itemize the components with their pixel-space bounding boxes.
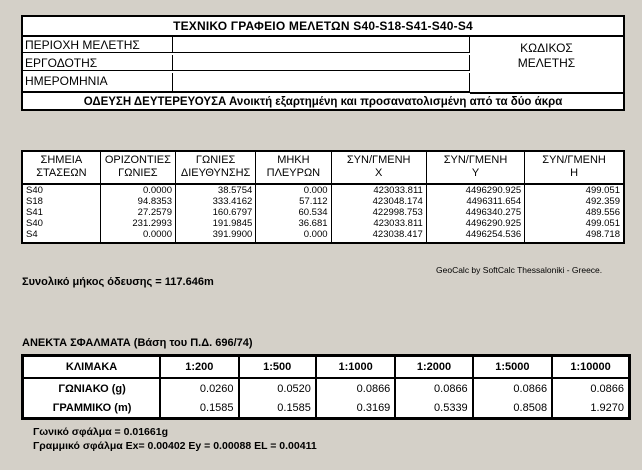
cell-angular-tolerance: 0.0866 [395,378,472,398]
study-code-label-line2: ΜΕΛΕΤΗΣ [517,56,576,70]
cell-linear-tolerance: 0.5339 [395,398,472,419]
cell-station: S40 [22,184,100,196]
cell-coord-h: 489.556 [525,207,624,218]
cell-coord-x: 422998.753 [331,207,426,218]
table-row [22,184,624,196]
office-title: ΤΕΧΝΙΚΟ ΓΡΑΦΕΙΟ ΜΕΛΕΤΩΝ S40-S18-S41-S40-S4 [23,17,623,37]
cell-coord-y: 4496290.925 [426,218,524,229]
col-header-horizontal-angle: ΟΡΙΖΟΝΤΙΕΣ ΓΩΝΙΕΣ [100,151,175,184]
col-header-station: ΣΗΜΕΙΑ ΣΤΑΣΕΩΝ [22,151,100,184]
cell-horizontal-angle: 94.8353 [100,196,175,207]
cell-bearing: 191.9845 [176,218,256,229]
tolerances-table [21,354,631,420]
linear-error: Γραμμικό σφάλμα Ex= 0.00402 Ey = 0.00088 EL = 0.00411 [33,440,317,452]
cell-coord-h: 498.718 [525,229,624,243]
table-row [22,207,624,218]
cell-angular-tolerance: 0.0866 [473,378,552,398]
col-header-side-length: ΜΗΚΗ ΠΛΕΥΡΩΝ [256,151,331,184]
cell-station: S40 [22,218,100,229]
cell-horizontal-angle: 0.0000 [100,229,175,243]
table-row [22,196,624,207]
cell-coord-y: 4496290.925 [426,184,524,196]
cell-bearing: 38.5754 [176,184,256,196]
col-header-scale-5000: 1:5000 [473,356,552,379]
cell-linear-tolerance: 0.3169 [316,398,395,419]
col-header-coord-x: ΣΥΝ/ΓΜΕΝΗ X [331,151,426,184]
cell-station: S4 [22,229,100,243]
table-row [23,398,630,419]
angular-error: Γωνικό σφάλμα = 0.01661g [33,426,168,438]
cell-station: S18 [22,196,100,207]
cell-coord-y: 4496340.275 [426,207,524,218]
date-value [173,73,470,93]
cell-side-length: 60.534 [256,207,331,218]
cell-station: S41 [22,207,100,218]
cell-coord-y: 4496254.536 [426,229,524,243]
cell-side-length: 57.112 [256,196,331,207]
col-header-scale-200: 1:200 [160,356,238,379]
table-row [22,229,624,243]
cell-coord-x: 423048.174 [331,196,426,207]
col-header-bearing: ΓΩΝΙΕΣ ΔΙΕΥΘΥΝΣΗΣ [176,151,256,184]
cell-side-length: 0.000 [256,229,331,243]
study-area-label: ΠΕΡΙΟΧΗ ΜΕΛΕΤΗΣ [23,37,173,53]
cell-angular-tolerance: 0.0520 [239,378,316,398]
stations-table [21,150,625,244]
traverse-description: ΟΔΕΥΣΗ ΔΕΥΤΕΡΕΥΟΥΣΑ Ανοικτή εξαρτημένη και προσανατολισμένη από τα δύο άκρα [83,96,563,108]
col-header-coord-y: ΣΥΝ/ΓΜΕΝΗ Y [426,151,524,184]
cell-linear-tolerance: 0.1585 [160,398,238,419]
study-code-label-line1: ΚΩΔΙΚΟΣ [520,41,573,55]
col-header-scale: ΚΛΙΜΑΚΑ [23,356,161,379]
date-label: ΗΜΕΡΟΜΗΝΙΑ [23,73,173,93]
row-label-linear: ΓΡΑΜΜΙΚΟ (m) [23,398,161,419]
study-area-value [173,37,470,53]
cell-bearing: 333.4162 [176,196,256,207]
cell-linear-tolerance: 0.8508 [473,398,552,419]
cell-horizontal-angle: 231.2993 [100,218,175,229]
cell-angular-tolerance: 0.0866 [316,378,395,398]
cell-angular-tolerance: 0.0866 [552,378,629,398]
col-header-scale-10000: 1:10000 [552,356,629,379]
cell-coord-h: 492.359 [525,196,624,207]
cell-coord-h: 499.051 [525,184,624,196]
col-header-coord-h: ΣΥΝ/ΓΜΕΝΗ H [525,151,624,184]
tolerances-title: ΑΝΕΚΤΑ ΣΦΑΛΜΑΤΑ (Βάση του Π.Δ. 696/74) [22,337,253,349]
cell-linear-tolerance: 0.1585 [239,398,316,419]
row-label-angular: ΓΩΝΙΑΚΟ (g) [23,378,161,398]
col-header-scale-500: 1:500 [239,356,316,379]
client-label: ΕΡΓΟΔΟΤΗΣ [23,55,173,71]
software-credit: GeoCalc by SoftCalc Thessaloniki - Greece. [436,265,603,275]
client-value [173,55,470,71]
table-row [22,218,624,229]
col-header-scale-2000: 1:2000 [395,356,472,379]
cell-angular-tolerance: 0.0260 [160,378,238,398]
cell-linear-tolerance: 1.9270 [552,398,629,419]
study-code-box [470,37,623,94]
project-header [21,15,625,111]
cell-coord-x: 423033.811 [331,218,426,229]
cell-coord-x: 423033.811 [331,184,426,196]
cell-bearing: 160.6797 [176,207,256,218]
table-row [23,378,630,398]
cell-side-length: 36.681 [256,218,331,229]
cell-bearing: 391.9900 [176,229,256,243]
cell-coord-y: 4496311.654 [426,196,524,207]
cell-coord-h: 499.051 [525,218,624,229]
col-header-scale-1000: 1:1000 [316,356,395,379]
cell-coord-x: 423038.417 [331,229,426,243]
cell-horizontal-angle: 0.0000 [100,184,175,196]
cell-side-length: 0.000 [256,184,331,196]
total-length: Συνολικό μήκος όδευσης = 117.646m [22,276,214,288]
cell-horizontal-angle: 27.2579 [100,207,175,218]
